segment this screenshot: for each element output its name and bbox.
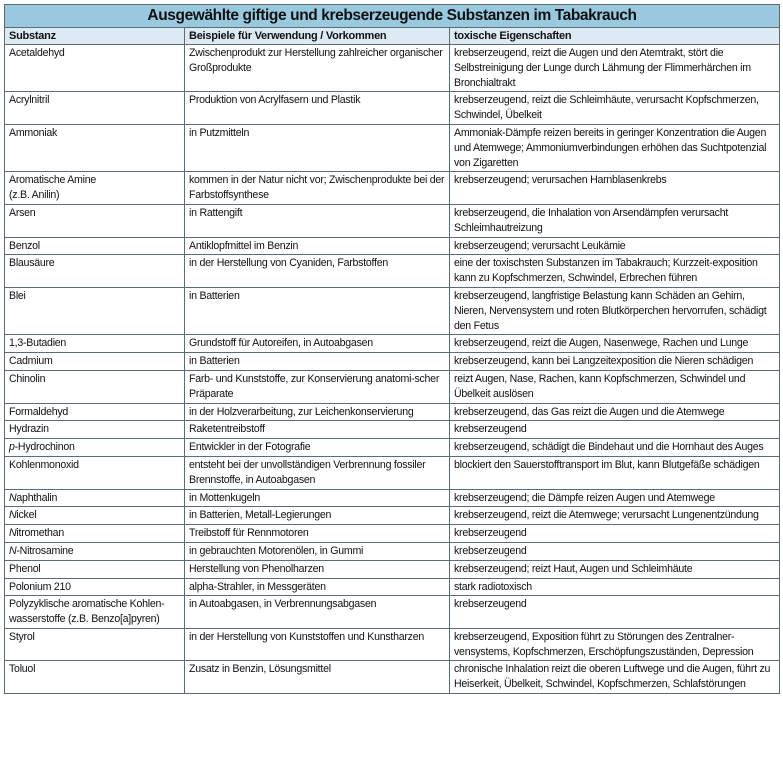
usage-cell: in Mottenkugeln [185,489,450,507]
table-row [5,45,780,92]
substance-cell: N-Nitrosamine [5,542,185,560]
substance-cell: Cadmium [5,353,185,371]
usage-cell: in Putzmitteln [185,124,450,171]
usage-cell: in Batterien, Metall-Legierungen [185,507,450,525]
substance-cell: Formaldehyd [5,403,185,421]
table-row [5,628,780,661]
toxicity-cell: krebserzeugend, reizt die Augen und den Atemtrakt, stört die Selbstreinigung der Lunge durch Lähmung der Flimmerhärchen im Bronchialtrakt [450,45,780,92]
substance-cell: p-Hydrochinon [5,439,185,457]
toxicity-cell: krebserzeugend, reizt die Atemwege; verursacht Lungenentzündung [450,507,780,525]
column-header-usage: Beispiele für Verwendung / Vorkommen [185,28,450,45]
table-title-row [5,5,780,28]
table-row [5,335,780,353]
toxicity-cell: krebserzeugend, das Gas reizt die Augen und die Atemwege [450,403,780,421]
substance-cell: Aromatische Amine (z.B. Anilin) [5,172,185,205]
toxicity-cell: Ammoniak-Dämpfe reizen bereits in geringer Konzentration die Augen und Atemwege; Ammoniumverbindungen erhöhen das Suchtpotenzial von Zigaretten [450,124,780,171]
toxicity-cell: chronische Inhalation reizt die oberen Luftwege und die Augen, führt zu Heiserkeit, Übelkeit, Schwindel, Kopfschmerzen, Schlafstörungen [450,661,780,694]
table-row [5,596,780,629]
substance-cell: Blausäure [5,255,185,288]
substance-cell: Hydrazin [5,421,185,439]
usage-cell: Zwischenprodukt zur Herstellung zahlreicher organischer Großprodukte [185,45,450,92]
toxicity-cell: krebserzeugend, schädigt die Bindehaut und die Hornhaut des Auges [450,439,780,457]
substance-cell: Nitromethan [5,525,185,543]
chemical-prefix: N [9,544,17,557]
toxicity-cell: reizt Augen, Nase, Rachen, kann Kopfschmerzen, Schwindel und Übelkeit auslösen [450,370,780,403]
substance-cell: Nickel [5,507,185,525]
substance-cell: Chinolin [5,370,185,403]
usage-cell: in der Herstellung von Cyaniden, Farbstoffen [185,255,450,288]
toxicity-cell: krebserzeugend; verursacht Leukämie [450,237,780,255]
table-row [5,456,780,489]
chemical-prefix: N [9,491,17,504]
table-row [5,92,780,125]
table-row [5,287,780,334]
usage-cell: in Autoabgasen, in Verbrennungsabgasen [185,596,450,629]
column-header-toxicity: toxische Eigenschaften [450,28,780,45]
usage-cell: in der Holzverarbeitung, zur Leichenkonservierung [185,403,450,421]
usage-cell: in Batterien [185,287,450,334]
chemical-prefix: p [9,441,15,454]
table-row [5,542,780,560]
toxicity-cell: krebserzeugend, reizt die Schleimhäute, verursacht Kopfschmerzen, Schwindel, Übelkeit [450,92,780,125]
substance-cell: Naphthalin [5,489,185,507]
toxicity-cell: krebserzeugend, kann bei Langzeitexposition die Nieren schädigen [450,353,780,371]
table-row [5,507,780,525]
substance-cell: Phenol [5,560,185,578]
usage-cell: in gebrauchten Motorenölen, in Gummi [185,542,450,560]
substance-cell: Acetaldehyd [5,45,185,92]
usage-cell: in Batterien [185,353,450,371]
toxicity-cell: krebserzeugend, Exposition führt zu Störungen des Zentralner-vensystems, Kopfschmerzen, Erschöpfungszuständen, Depression [450,628,780,661]
table-body [5,45,780,694]
substance-cell: Polonium 210 [5,578,185,596]
table-row [5,237,780,255]
usage-cell: Grundstoff für Autoreifen, in Autoabgasen [185,335,450,353]
usage-cell: Herstellung von Phenolharzen [185,560,450,578]
substance-cell: Polyzyklische aromatische Kohlen-wasserstoffe (z.B. Benzo[a]pyren) [5,596,185,629]
table-row [5,560,780,578]
table-row [5,489,780,507]
table-row [5,124,780,171]
usage-cell: Treibstoff für Rennmotoren [185,525,450,543]
substance-cell: Arsen [5,204,185,237]
usage-cell: Raketentreibstoff [185,421,450,439]
table-row [5,661,780,694]
substances-table [4,4,780,694]
toxicity-cell: krebserzeugend, langfristige Belastung kann Schäden an Gehirn, Nieren, Nervensystem und roten Blutkörperchen hervorrufen, schädigt den Fetus [450,287,780,334]
table-row [5,403,780,421]
toxicity-cell: krebserzeugend, reizt die Augen, Nasenwege, Rachen und Lunge [450,335,780,353]
substance-cell: Toluol [5,661,185,694]
toxicity-cell: krebserzeugend [450,542,780,560]
table-row [5,255,780,288]
usage-cell: Produktion von Acrylfasern und Plastik [185,92,450,125]
usage-cell: Zusatz in Benzin, Lösungsmittel [185,661,450,694]
table-row [5,578,780,596]
substance-cell: 1,3-Butadien [5,335,185,353]
toxicity-cell: krebserzeugend [450,525,780,543]
substance-cell: Kohlenmonoxid [5,456,185,489]
substance-cell: Styrol [5,628,185,661]
table-row [5,353,780,371]
toxicity-cell: krebserzeugend; verursachen Harnblasenkrebs [450,172,780,205]
substance-cell: Benzol [5,237,185,255]
usage-cell: in Rattengift [185,204,450,237]
table-row [5,370,780,403]
substances-table-container [4,4,779,761]
usage-cell: alpha-Strahler, in Messgeräten [185,578,450,596]
usage-cell: entsteht bei der unvollständigen Verbrennung fossiler Brennstoffe, in Autoabgasen [185,456,450,489]
usage-cell: in der Herstellung von Kunststoffen und Kunstharzen [185,628,450,661]
table-row [5,525,780,543]
chemical-prefix: N [9,527,17,540]
substance-cell: Blei [5,287,185,334]
column-header-substance: Substanz [5,28,185,45]
toxicity-cell: krebserzeugend; reizt Haut, Augen und Schleimhäute [450,560,780,578]
usage-cell: kommen in der Natur nicht vor; Zwischenprodukte bei der Farbstoffsynthese [185,172,450,205]
toxicity-cell: blockiert den Sauerstofftransport im Blut, kann Blutgefäße schädigen [450,456,780,489]
toxicity-cell: krebserzeugend, die Inhalation von Arsendämpfen verursacht Schleimhautreizung [450,204,780,237]
table-row [5,439,780,457]
toxicity-cell: eine der toxischsten Substanzen im Tabakrauch; Kurzzeit-exposition kann zu Kopfschmerzen, Schwindel, Erbrechen führen [450,255,780,288]
table-row [5,204,780,237]
substance-cell: Ammoniak [5,124,185,171]
toxicity-cell: stark radiotoxisch [450,578,780,596]
usage-cell: Entwickler in der Fotografie [185,439,450,457]
table-header-row [5,28,780,45]
table-row [5,172,780,205]
substance-cell: Acrylnitril [5,92,185,125]
toxicity-cell: krebserzeugend; die Dämpfe reizen Augen und Atemwege [450,489,780,507]
table-title: Ausgewählte giftige und krebserzeugende Substanzen im Tabakrauch [5,5,780,28]
table-row [5,421,780,439]
usage-cell: Farb- und Kunststoffe, zur Konservierung anatomi-scher Präparate [185,370,450,403]
toxicity-cell: krebserzeugend [450,421,780,439]
toxicity-cell: krebserzeugend [450,596,780,629]
chemical-prefix: N [9,509,17,522]
usage-cell: Antiklopfmittel im Benzin [185,237,450,255]
